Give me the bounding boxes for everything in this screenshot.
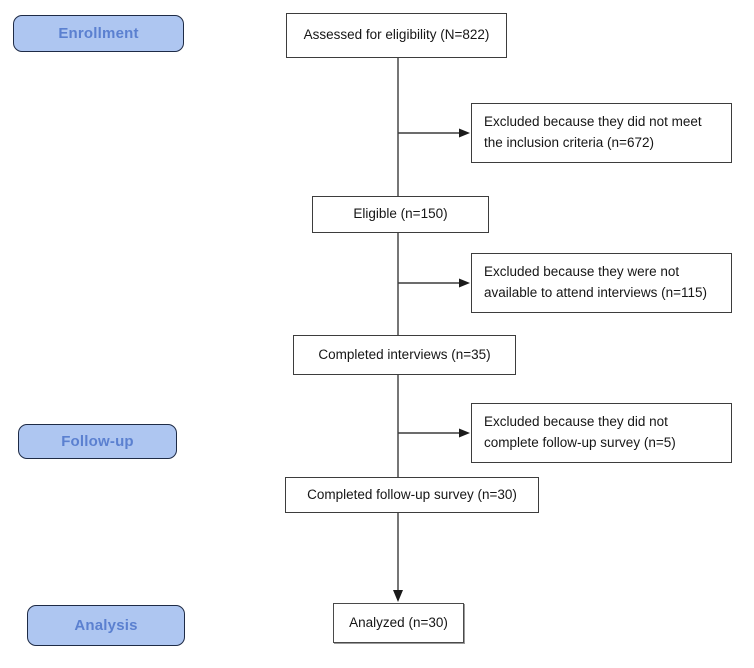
stage-label: Follow-up [61, 433, 134, 450]
flow-box-text: Analyzed (n=30) [349, 614, 448, 630]
exclusion-text-line: available to attend interviews (n=115) [484, 285, 708, 300]
arrowhead-down-analyzed [393, 590, 403, 602]
exclusion-box-followup-survey [471, 403, 732, 463]
arrowhead-right-2 [459, 279, 470, 288]
stage-badge-followup [18, 424, 177, 459]
stage-badge-enrollment [13, 15, 184, 52]
exclusion-text-line: the inclusion criteria (n=672) [484, 135, 654, 150]
exclusion-box-interview-availability [471, 253, 732, 313]
exclusion-text-line: Excluded because they were not [484, 264, 680, 280]
stage-badge-analysis [27, 605, 185, 646]
flow-box-eligible [312, 196, 489, 233]
flow-box-completed-interviews [293, 335, 516, 375]
flow-box-assessed [286, 13, 507, 58]
flow-box-text: Completed follow-up survey (n=30) [307, 486, 517, 502]
flow-box-completed-followup-survey [285, 477, 539, 513]
arrowhead-right-3 [459, 429, 470, 438]
flow-box-analyzed [333, 603, 464, 643]
exclusion-text-line: Excluded because they did not [484, 414, 668, 430]
flow-box-text: Completed interviews (n=35) [318, 346, 491, 362]
stage-label: Enrollment [58, 25, 139, 42]
exclusion-box-inclusion-criteria [471, 103, 732, 163]
arrowhead-right-1 [459, 129, 470, 138]
exclusion-text-line: complete follow-up survey (n=5) [484, 435, 676, 450]
flow-box-text: Assessed for eligibility (N=822) [303, 27, 490, 43]
stage-label: Analysis [74, 617, 138, 634]
flow-box-text: Eligible (n=150) [353, 206, 448, 222]
exclusion-text-line: Excluded because they did not meet [484, 114, 702, 130]
